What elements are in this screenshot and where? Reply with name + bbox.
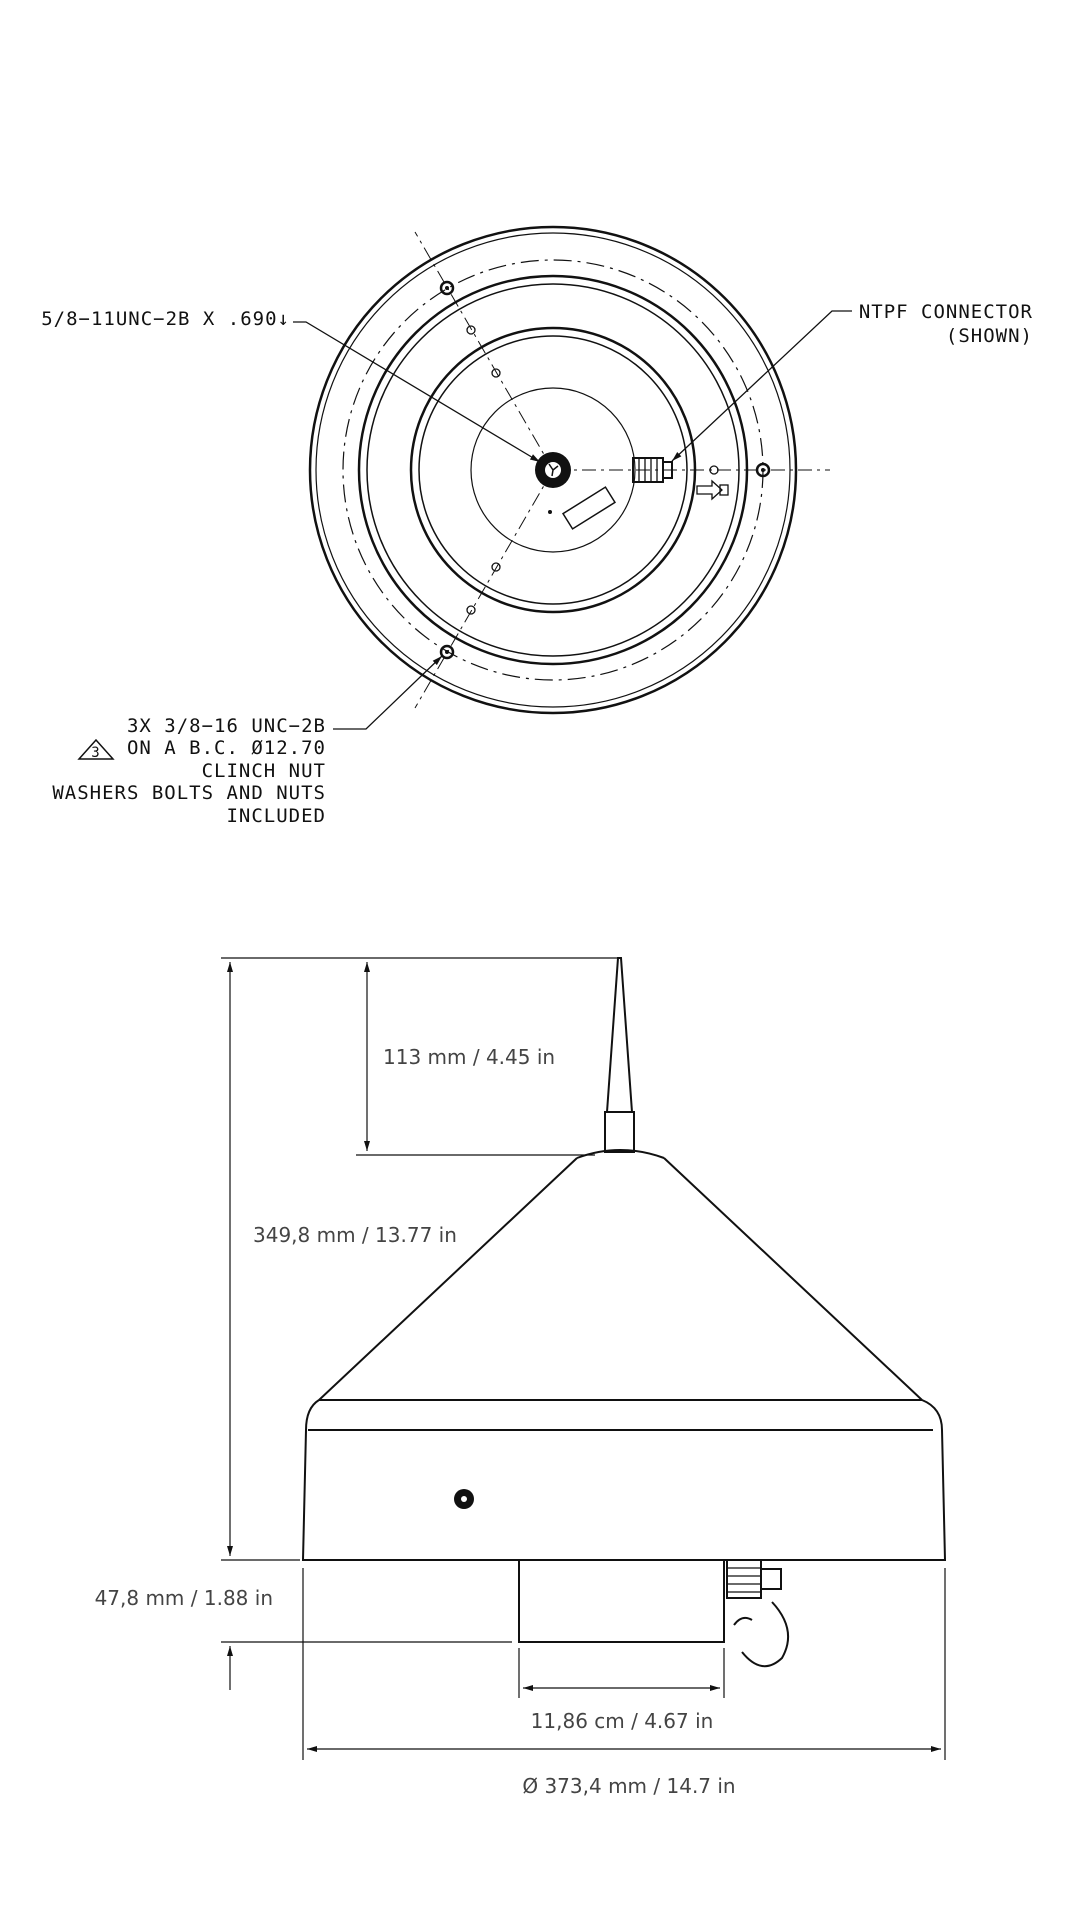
center-hole-note: 5/8−11UNC−2B X .690↓ [41,308,290,330]
connector-leader [672,311,852,461]
center-threaded-hole [535,452,571,488]
flow-arrow-icon [697,481,722,499]
bolt-note-line3: CLINCH NUT [201,760,326,782]
small-hole [492,369,500,377]
small-hole [467,606,475,614]
total-height-label: 349,8 mm / 13.77 in [253,1223,457,1247]
base-width-label: 11,86 cm / 4.67 in [530,1709,714,1733]
side-connector [727,1560,788,1666]
housing-body [303,1400,945,1560]
base-mount [519,1560,724,1642]
small-hole [467,326,475,334]
diameter-label: Ø 373,4 mm / 14.7 in [522,1774,736,1798]
bolt-note-line4: WASHERS BOLTS AND NUTS [52,782,326,804]
svg-text:3: 3 [91,745,101,761]
label-plate [563,487,615,529]
cone-body [319,1158,922,1400]
connector-note-line2: (SHOWN) [945,325,1033,347]
radial-centerline-upper [415,232,553,470]
bolt-note-line2: ON A B.C. Ø12.70 [126,737,326,759]
side-view [95,958,945,1798]
radial-centerline-lower [415,470,553,708]
top-view [41,227,1033,827]
bolt-note-line5: INCLUDED [226,805,326,827]
small-hole [492,563,500,571]
revision-flag-icon [79,740,113,761]
antenna-height-label: 113 mm / 4.45 in [383,1045,556,1069]
antenna [605,958,634,1152]
bolt-hole-lower [441,646,453,658]
bolt-note-line1: 3X 3/8−16 UNC−2B [126,715,326,737]
bolt-leader [333,656,442,729]
bolt-hole-upper [441,282,453,294]
small-dot [548,510,552,514]
base-height-label: 47,8 mm / 1.88 in [94,1586,273,1610]
connector-note-line1: NTPF CONNECTOR [858,301,1033,323]
